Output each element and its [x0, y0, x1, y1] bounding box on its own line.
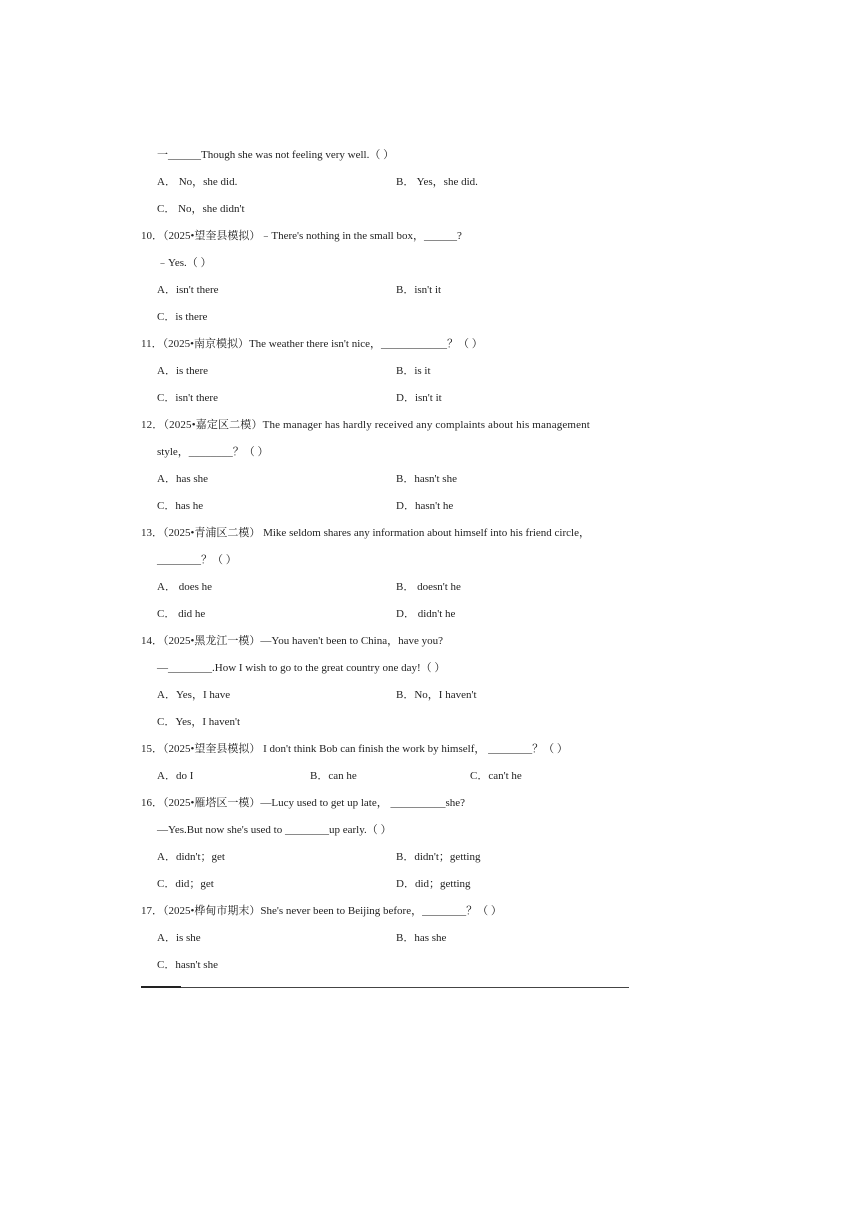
question-17-option-a: A．is she: [157, 932, 201, 944]
question-11-stem: 11．（2025•南京模拟）The weather there isn't nice，____________？（ ）: [141, 338, 483, 350]
question-14-option-a: A．Yes，I have: [157, 689, 231, 701]
question-17-option-c: C．hasn't she: [157, 959, 218, 971]
question-12-option-b: B．hasn't she: [396, 473, 457, 485]
question-11-option-d: D．isn't it: [396, 392, 442, 404]
question-14-option-b: B．No，I haven't: [396, 689, 477, 701]
bottom-divider: [141, 987, 629, 988]
question-13-option-d: D． didn't he: [396, 608, 456, 620]
question-11-option-a: A．is there: [157, 365, 209, 377]
question-15-option-b: B．can he: [310, 770, 357, 782]
question-17-option-b: B．has she: [396, 932, 447, 944]
question-14-stem: 14．（2025•黑龙江一模）—You haven't been to China，have you?: [141, 635, 443, 647]
question-12-stem: 12．（2025•嘉定区二模）The manager has hardly received any complaints about his management: [141, 419, 591, 431]
question-11-option-c: C．isn't there: [157, 392, 218, 404]
question-10-option-b: B．isn't it: [396, 284, 442, 296]
question-12-option-c: C．has he: [157, 500, 204, 512]
question-12-option-a: A．has she: [157, 473, 209, 485]
question-10-stem-line: ﹣Yes.（ ）: [157, 257, 212, 269]
question-10-stem: 10．（2025•望奎县模拟）﹣There's nothing in the small box，______?: [141, 230, 462, 242]
question-13-stem: 13．（2025•青浦区二模） Mike seldom shares any information about himself into his friend circle，: [141, 527, 590, 539]
question-17-stem: 17．（2025•桦甸市期末）She's never been to Beijing before，________？（ ）: [141, 905, 502, 917]
question-16-option-a: A．didn't；get: [157, 851, 225, 863]
question-12-stem-line: style，________？（ ）: [157, 446, 269, 458]
question-14-stem-line: —________.How I wish to go to the great country one day!（ ）: [157, 662, 446, 674]
question-15-stem: 15．（2025•望奎县模拟） I don't think Bob can finish the work by himself， ________？（ ）: [141, 743, 568, 755]
question-9-option-a: A． No，she did.: [157, 176, 238, 188]
question-13-option-a: A． does he: [157, 581, 212, 593]
question-9-option-b: B． Yes，she did.: [396, 176, 478, 188]
question-10-option-a: A．isn't there: [157, 284, 219, 296]
question-9-option-c: C． No，she didn't: [157, 203, 245, 215]
question-13-stem-line: ________？（ ）: [157, 554, 237, 566]
question-16-option-c: C．did；get: [157, 878, 214, 890]
question-11-option-b: B．is it: [396, 365, 431, 377]
question-9-stem-line: 一______Though she was not feeling very well.（ ）: [157, 149, 395, 161]
question-15-option-a: A．do I: [157, 770, 194, 782]
question-16-stem-line: —Yes.But now she's used to ________up early.（ ）: [157, 824, 392, 836]
question-10-option-c: C．is there: [157, 311, 208, 323]
question-13-option-b: B． doesn't he: [396, 581, 461, 593]
question-12-option-d: D．hasn't he: [396, 500, 454, 512]
bottom-divider-accent: [141, 986, 181, 988]
question-14-option-c: C．Yes，I haven't: [157, 716, 241, 728]
question-16-option-b: B．didn't；getting: [396, 851, 481, 863]
question-13-option-c: C． did he: [157, 608, 206, 620]
question-16-option-d: D．did；getting: [396, 878, 471, 890]
question-15-option-c: C．can't he: [470, 770, 522, 782]
question-16-stem: 16．（2025•雁塔区一模）—Lucy used to get up late， __________she?: [141, 797, 466, 809]
